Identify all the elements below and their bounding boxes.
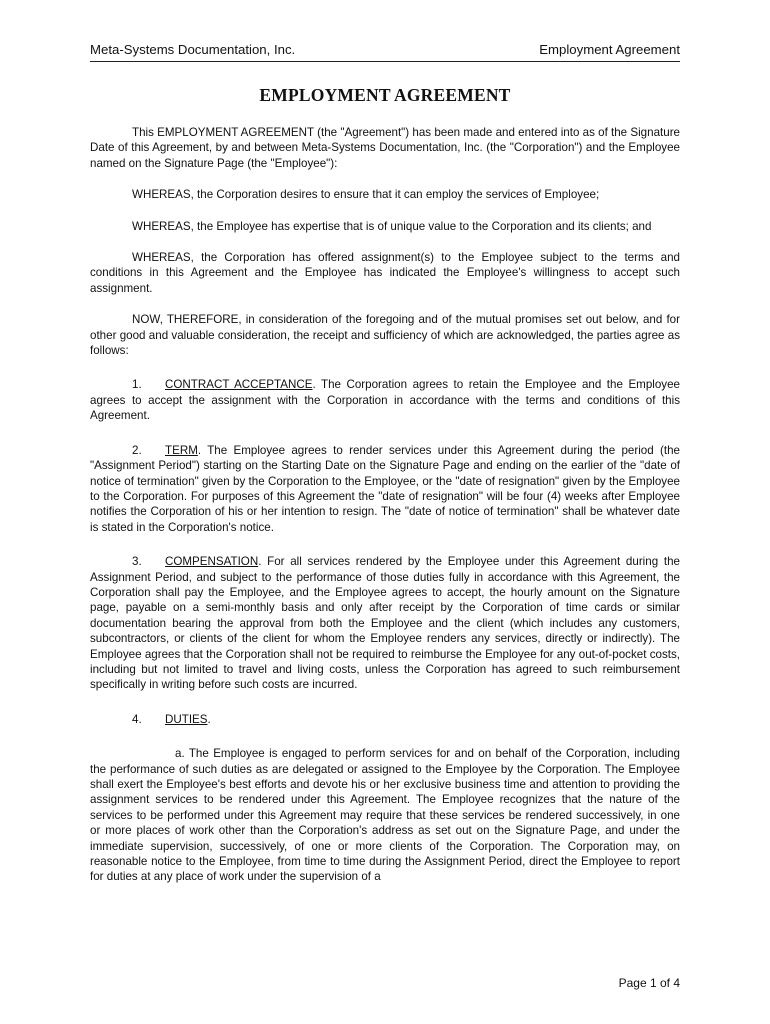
document-title: EMPLOYMENT AGREEMENT <box>259 85 511 105</box>
section-number: 3. <box>132 555 142 569</box>
section-text: . The Corporation agrees to retain the Employee and the Employee agrees to accept the assignment with the Corporation in accordance with the terms and conditions of this Agreement. <box>90 378 680 423</box>
running-header <box>90 41 680 62</box>
now-therefore-paragraph: NOW, THEREFORE, in consideration of the foregoing and of the mutual promises set out below, and for other good and valuable consideration, the receipt and sufficiency of which are acknowledged, the parties agree as follows: <box>90 313 680 358</box>
section-heading: COMPENSATION <box>165 555 259 569</box>
section-text: . The Employee agrees to render services under this Agreement during the period (the "Assignment Period") starting on the Starting Date on the Signature Page and ending on the earlier of the "date of notice of termination" given by the Corporation to the Employee, or the "date of resignation" given by the Employee to the Corporation. For purposes of this Agreement the "date of resignation" will be four (4) weeks after Employee notifies the Corporation of his or her intention to resign. The "date of notice of termination" shall be whatever date is stated in the Corporation's notice. <box>90 443 680 534</box>
section-heading: TERM <box>165 443 198 457</box>
header-company: Meta-Systems Documentation, Inc. <box>90 42 296 57</box>
section-number: 1. <box>132 378 142 392</box>
header-doc-title: Employment Agreement <box>539 42 680 57</box>
document-body <box>90 125 680 885</box>
section-1 <box>90 377 680 423</box>
section-heading: CONTRACT ACCEPTANCE <box>165 378 313 392</box>
whereas-paragraph-1: WHEREAS, the Corporation desires to ensure that it can employ the services of Employee; <box>132 188 600 202</box>
whereas-paragraph-2: WHEREAS, the Employee has expertise that is of unique value to the Corporation and its clients; and <box>132 219 652 233</box>
duties-subsection-a: a. The Employee is engaged to perform services for and on behalf of the Corporation, including the performance of such duties as are delegated or assigned to the Employee by the Corporation. The Employee shall exert the Employee's best efforts and devote his or her exclusive business time and attention to providing the assignment services to be rendered under this Agreement. The Employee recognizes that the nature of the services to be performed under this Agreement may require that these services be rendered successively, in one or more places of work other than the Corporation's address as set out on the Signature Page, and under the immediate supervision, successively, of one or more clients of the Corporation. The Corporation may, on reasonable notice to the Employee, from time to time during the Assignment Period, direct the Employee to report for duties at any place of work under the supervision of a <box>90 747 680 884</box>
whereas-paragraph-3: WHEREAS, the Corporation has offered assignment(s) to the Employee subject to the terms and conditions in this Agreement and the Employee has indicated the Employee's willingness to accept such assignment. <box>90 251 680 295</box>
section-text: . For all services rendered by the Employee under this Agreement during the Assignment Period, and subject to the performance of those duties fully in accordance with this Agreement, the Corporation shall pay the Employee, and the Employee agrees to accept, the hourly amount on the Signature page, payable on a semi-monthly basis and only after receipt by the Corporation of time cards or similar documentation bearing the approval from both the Employee and the client (which includes any customers, subcontractors, or clients of the client for whom the Employee renders any services, directly or indirectly). The Employee agrees that the Corporation shall not be required to reimburse the Employee for any out-of-pocket costs, including but not limited to travel and living costs, unless the Corporation has agreed to such reimbursement specifically in writing before such costs are incurred. <box>90 555 680 692</box>
section-text: . <box>207 712 211 726</box>
section-heading: DUTIES <box>165 712 208 726</box>
section-number: 4. <box>132 712 142 726</box>
intro-paragraph: This EMPLOYMENT AGREEMENT (the "Agreement") has been made and entered into as of the Signature Date of this Agreement, by and between Meta-Systems Documentation, Inc. (the "Corporation") and the Employee named on the Signature Page (the "Employee"): <box>90 126 680 170</box>
section-4 <box>90 712 680 727</box>
section-2 <box>90 443 680 535</box>
page-number: Page 1 of 4 <box>618 976 680 990</box>
section-3 <box>90 554 680 693</box>
section-number: 2. <box>132 443 142 457</box>
